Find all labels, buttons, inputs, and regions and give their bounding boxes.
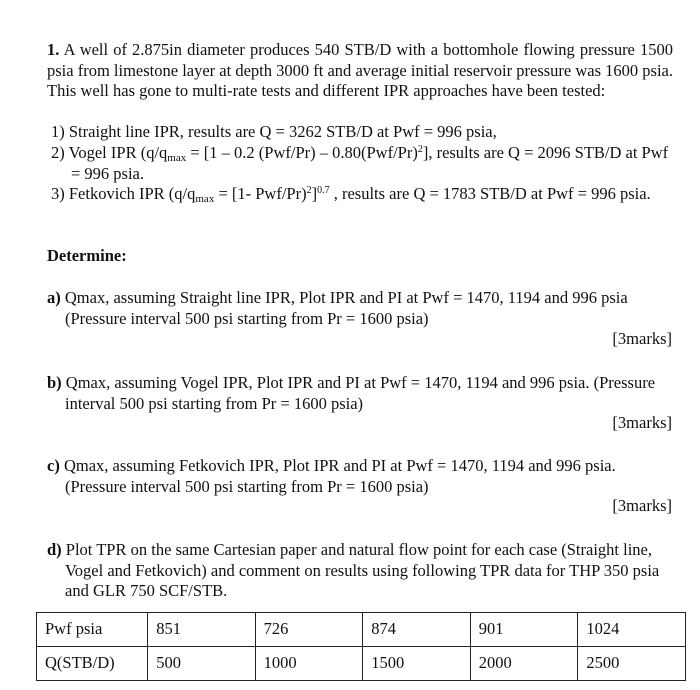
question-b-text: Qmax, assuming Vogel IPR, Plot IPR and PI at Pwf = 1470, 1194 and 996 psia. (Pressure interval 500 psi starting from Pr = 1600 psia) <box>61 373 656 413</box>
table-row-q <box>37 647 686 681</box>
table-cell: 726 <box>255 613 363 647</box>
question-c <box>47 456 665 497</box>
question-d <box>47 540 685 602</box>
test-item-3-sup1: 2 <box>306 185 312 196</box>
test-item-2-sup: 2 <box>417 144 423 155</box>
problem-number: 1. <box>47 40 60 59</box>
question-c-marks: [3marks] <box>612 496 672 515</box>
question-c-label: c) <box>47 456 60 475</box>
table-cell: 874 <box>363 613 471 647</box>
question-a-marks: [3marks] <box>612 329 672 348</box>
question-b <box>47 373 677 414</box>
test-item-3-prefix: 3) Fetkovich IPR (q/q <box>51 184 196 203</box>
table-cell: 500 <box>148 647 255 681</box>
test-item-3-suffix: , results are Q = 1783 STB/D at Pwf = 996 psia. <box>329 184 651 203</box>
test-item-2-prefix: 2) Vogel IPR (q/q <box>51 143 168 162</box>
test-item-3-sup2: 0.7 <box>317 185 330 196</box>
test-item-3-sub: max <box>195 193 215 205</box>
table-header-pwf: Pwf psia <box>37 613 148 647</box>
question-d-text: Plot TPR on the same Cartesian paper and natural flow point for each case (Straight line, Vogel and Fetkovich) and comment on results using following TPR data for THP 350 psia and GLR 750 SCF/STB. <box>61 540 660 600</box>
table-header-q: Q(STB/D) <box>37 647 148 681</box>
test-item-2-suffix: ], results are Q = 2096 STB/D at Pwf = 996 psia. <box>71 143 669 183</box>
question-b-marks: [3marks] <box>612 413 672 432</box>
test-item-1 <box>51 122 673 143</box>
problem-text: A well of 2.875in diameter produces 540 STB/D with a bottomhole flowing pressure 1500 psia from limestone layer at depth 3000 ft and average initial reservoir pressure was 1600 psia. This well has gone to multi-rate tests and different IPR approaches have been tested: <box>47 40 673 100</box>
tpr-data-table <box>36 612 686 681</box>
problem-statement <box>47 40 673 102</box>
test-item-3-mid: = [1- Pwf/Pr) <box>214 184 307 203</box>
test-item-2-sub: max <box>167 152 187 164</box>
table-cell: 2000 <box>470 647 578 681</box>
question-a-label: a) <box>47 288 61 307</box>
determine-heading: Determine: <box>47 246 127 265</box>
table-cell: 1024 <box>578 613 686 647</box>
test-item-3 <box>51 184 691 205</box>
test-item-1-text: 1) Straight line IPR, results are Q = 3262 STB/D at Pwf = 996 psia, <box>51 122 497 141</box>
question-d-label: d) <box>47 540 62 559</box>
test-item-2 <box>51 143 671 184</box>
table-cell: 901 <box>470 613 578 647</box>
table-cell: 1000 <box>255 647 363 681</box>
question-b-label: b) <box>47 373 62 392</box>
question-c-text: Qmax, assuming Fetkovich IPR, Plot IPR and PI at Pwf = 1470, 1194 and 996 psia. (Pressure interval 500 psi starting from Pr = 1600 psia) <box>59 456 616 496</box>
question-a <box>47 288 677 329</box>
test-item-2-mid: = [1 – 0.2 (Pwf/Pr) – 0.80(Pwf/Pr) <box>186 143 418 162</box>
table-row-pwf <box>37 613 686 647</box>
table-cell: 2500 <box>578 647 686 681</box>
table-cell: 851 <box>148 613 255 647</box>
test-item-3-mid2: ] <box>311 184 318 203</box>
question-a-text: Qmax, assuming Straight line IPR, Plot IPR and PI at Pwf = 1470, 1194 and 996 psia (Pressure interval 500 psi starting from Pr = 1600 psia) <box>60 288 628 328</box>
table-cell: 1500 <box>363 647 471 681</box>
